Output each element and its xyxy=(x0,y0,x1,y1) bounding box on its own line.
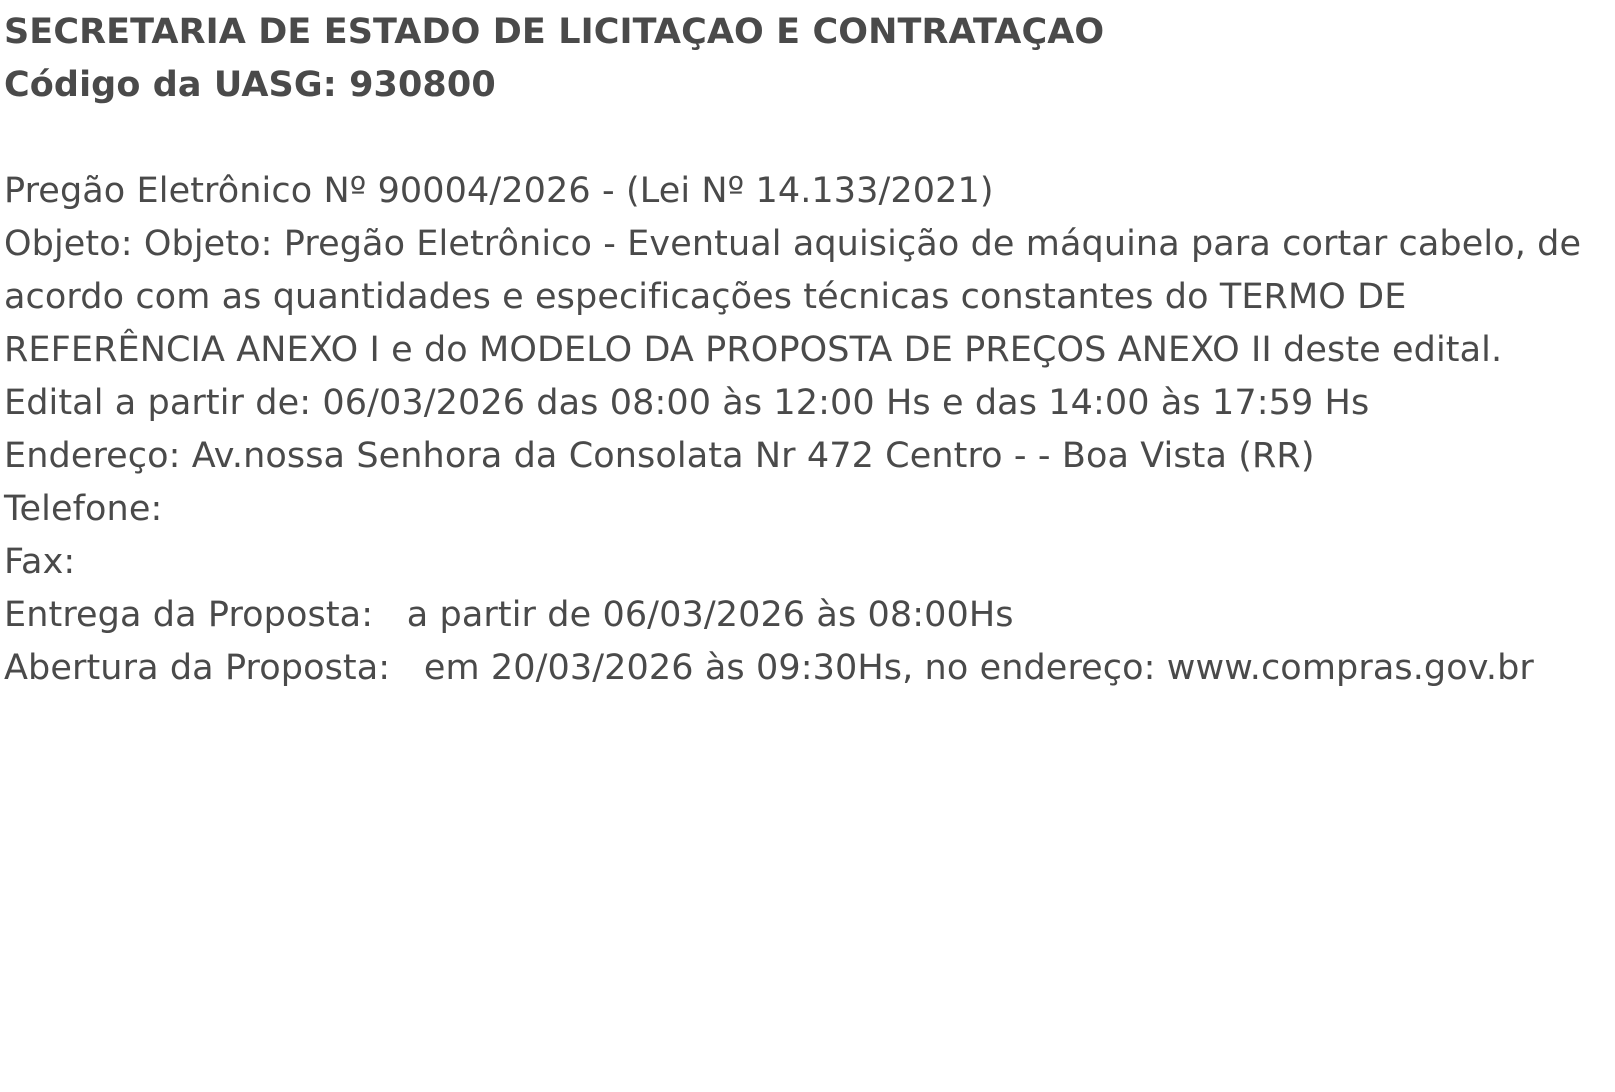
notice-line-proposal-submission: Entrega da Proposta: a partir de 06/03/2026 às 08:00Hs xyxy=(4,595,1014,635)
notice-line-fax: Fax: xyxy=(4,542,76,582)
organization-title: SECRETARIA DE ESTADO DE LICITAÇAO E CONTRATAÇAO xyxy=(4,12,1105,52)
notice-line-phone: Telefone: xyxy=(4,489,163,529)
notice-body xyxy=(4,165,1615,695)
notice-line-object: Objeto: Objeto: Pregão Eletrônico - Eventual aquisição de máquina para cortar cabelo, de acordo com as quantidades e especificações técnicas constantes do TERMO DE REFERÊNCIA ANEXO I e do MODELO DA PROPOSTA DE PREÇOS ANEXO II deste edital. xyxy=(4,224,1593,370)
notice-line-proposal-opening: Abertura da Proposta: em 20/03/2026 às 09:30Hs, no endereço: www.compras.gov.br xyxy=(4,648,1534,688)
notice-line-edital-availability: Edital a partir de: 06/03/2026 das 08:00 às 12:00 Hs e das 14:00 às 17:59 Hs xyxy=(4,383,1370,423)
notice-line-address: Endereço: Av.nossa Senhora da Consolata Nr 472 Centro - - Boa Vista (RR) xyxy=(4,436,1315,476)
notice-line-bid-number: Pregão Eletrônico Nº 90004/2026 - (Lei Nº 14.133/2021) xyxy=(4,171,994,211)
bidding-notice xyxy=(4,6,1615,695)
blank-line xyxy=(4,112,1615,165)
uasg-code: Código da UASG: 930800 xyxy=(4,65,496,105)
